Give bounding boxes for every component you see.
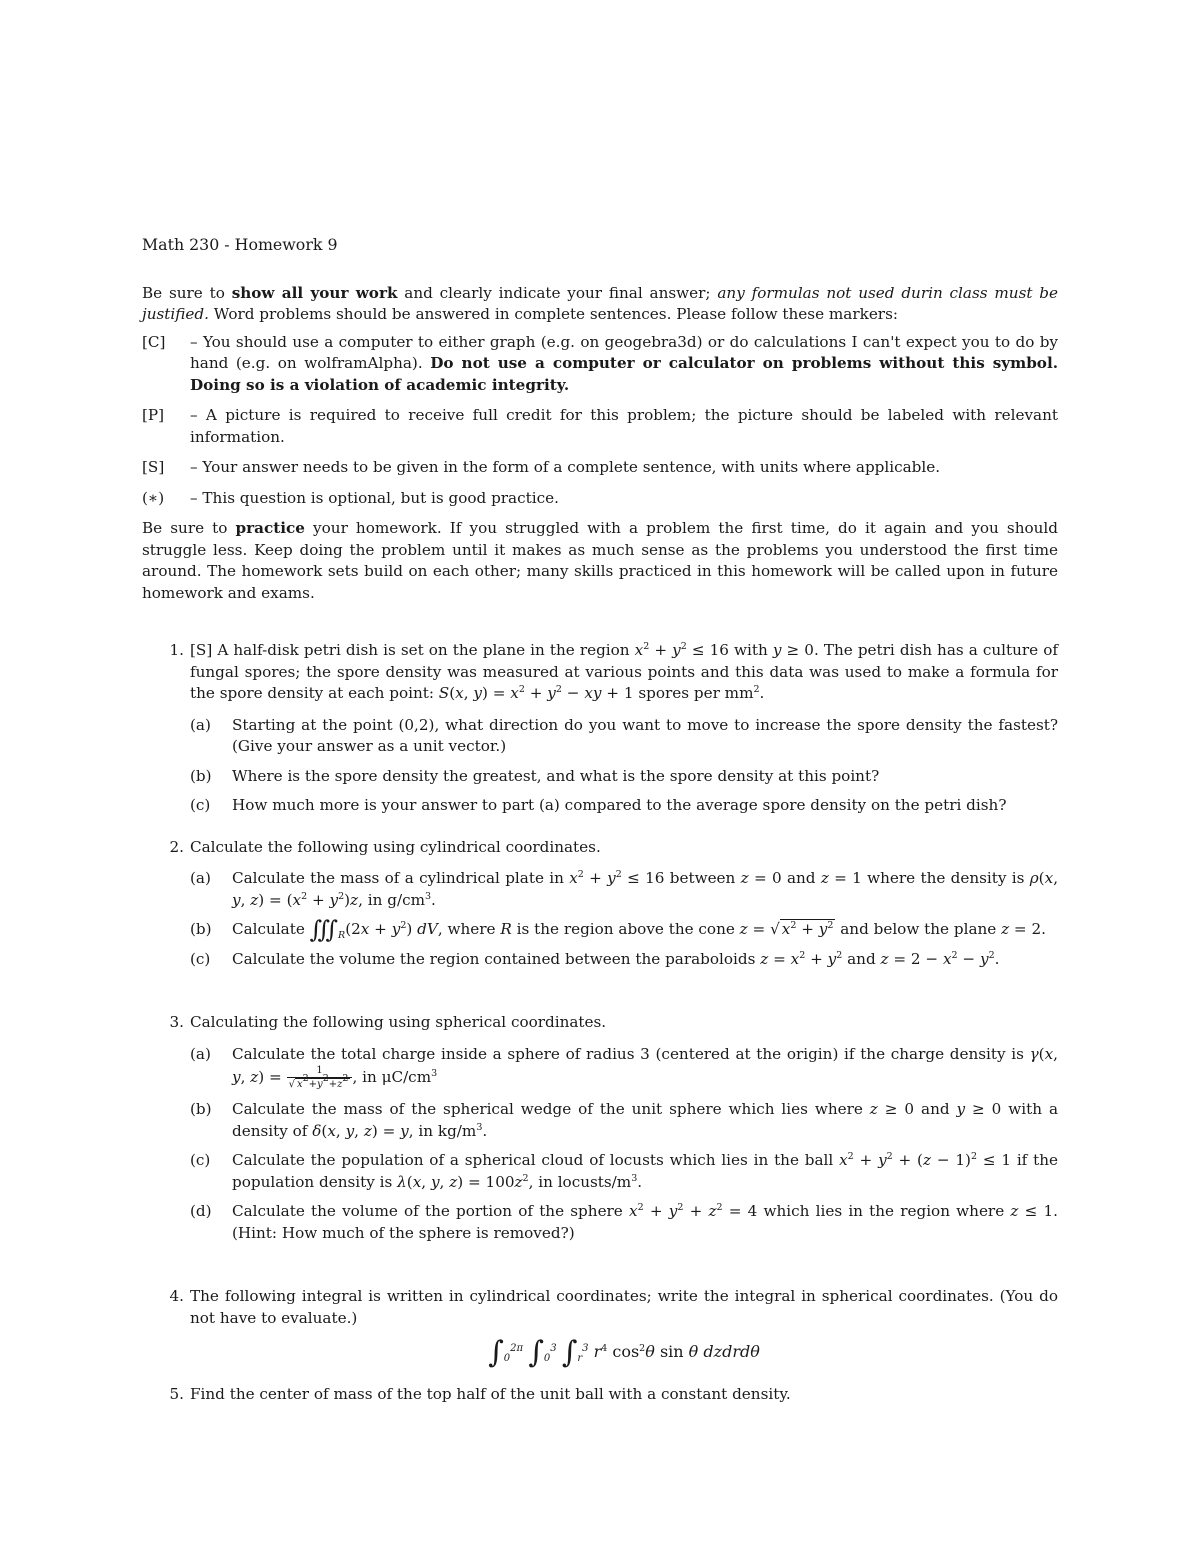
intro-text: Word problems should be answered in complete sentences. Please follow these markers:	[208, 305, 898, 323]
problem-part	[190, 715, 1058, 758]
problem-part	[190, 1150, 1058, 1193]
marker-optional	[142, 488, 1058, 510]
problem-part	[190, 1201, 1058, 1244]
triple-integral: $\int_0^{2\pi}$ $\int_0^3$ $\int_r^3$ $r^4$ $\cos^2\theta$ sin θ dzdrdθ	[488, 1335, 760, 1370]
part-text: Calculate the population of a spherical cloud of locusts which lies in the ball $x^2 + y^2 + (z - 1)^2 \le 1$ if the population density is λ(x, y, $z) = 100z^2$, in locusts/$m^3$.	[232, 1151, 1058, 1191]
problem-statement: Calculate the following using cylindrical coordinates.	[190, 837, 601, 856]
part-label: (b)	[190, 920, 212, 938]
intro-text: and clearly indicate your final answer;	[397, 283, 718, 302]
part-text: Starting at the point (0,2), what direction do you want to move to increase the spore density the fastest? (Give your answer as a unit vector.)	[232, 715, 1058, 755]
part-label: (a)	[190, 715, 211, 734]
problem-part	[190, 1099, 1058, 1142]
part-label: (b)	[190, 1100, 212, 1119]
problem-parts	[190, 715, 1058, 817]
problem-parts	[190, 1044, 1058, 1245]
problem-part	[190, 949, 1058, 971]
part-text: Calculate the volume of the portion of the sphere $x^2 + y^2 + z^2 = 4$ which lies in the region where z ≤ 1. (Hint: How much of the sphere is removed?)	[232, 1202, 1058, 1242]
problem-4	[142, 1286, 1058, 1371]
intro-paragraph	[142, 283, 1058, 326]
part-label: (c)	[190, 796, 211, 814]
part-label: (b)	[190, 766, 212, 785]
marker-description: – This question is optional, but is good practice.	[190, 488, 559, 507]
problem-number: 5.	[169, 1384, 184, 1403]
practice-text: Be sure to	[142, 519, 236, 537]
marker-text: – You should use a computer to either graph (e.g. on geogebra3d) or do calculations I can't expect you to do by hand (e.g. on wolframAlpha).	[190, 332, 1058, 372]
marker-c	[142, 332, 1058, 397]
part-label: (a)	[190, 1044, 211, 1063]
problem-part	[190, 795, 1058, 817]
marker-description	[190, 332, 1058, 397]
marker-warning: Do not use a computer or calculator on problems without this symbol. Doing so is a violation of academic integrity.	[190, 354, 1058, 394]
problem-statement: Find the center of mass of the top half of the unit ball with a constant density.	[190, 1384, 791, 1403]
problem-number: 1.	[169, 641, 184, 659]
problem-3	[142, 1012, 1058, 1252]
marker-key: [S]	[142, 458, 165, 476]
part-text: Calculate the mass of a cylindrical plate in $x^2 + y^2 \le 16$ between z = 0 and z = 1 where the density is ρ(x, y, $z) = (x^2 + y^2)z$, in $g/cm^3$.	[232, 869, 1059, 909]
practice-paragraph	[142, 518, 1058, 604]
document-body	[142, 234, 1058, 1417]
part-text: Calculate the total charge inside a sphere of radius 3 (centered at the origin) if the charge density is γ(x, y, z) = $\frac{1}{√ x^2+y^2+z^2}$ , in $\mu C/cm^3$	[232, 1044, 1058, 1091]
problem-5	[142, 1384, 1058, 1406]
practice-bold: practice	[235, 519, 305, 537]
marker-key: [P]	[142, 406, 165, 424]
part-text: Where is the spore density the greatest, and what is the spore density at this point?	[232, 766, 880, 785]
problem-part	[190, 868, 1058, 911]
marker-list	[142, 332, 1058, 510]
marker-key: [C]	[142, 332, 166, 351]
problem-parts	[190, 868, 1058, 970]
problem-1	[142, 640, 1058, 825]
marker-description: – A picture is required to receive full credit for this problem; the picture should be labeled with relevant information.	[190, 406, 1058, 446]
part-label: (c)	[190, 1151, 211, 1170]
problem-statement: Calculating the following using spherical coordinates.	[190, 1013, 607, 1032]
problem-statement: The following integral is written in cylindrical coordinates; write the integral in spherical coordinates. (You do not have to evaluate.)	[190, 1287, 1058, 1327]
part-text: Calculate $∭_R(2x + y^2)$ dV, where R is the region above the cone z = √ $x^2 + y^2$ and below the plane z = 2.	[232, 915, 1046, 944]
problem-number: 4.	[169, 1287, 184, 1306]
problem-number: 3.	[169, 1013, 184, 1032]
part-label: (a)	[190, 869, 211, 887]
marker-description: – Your answer needs to be given in the form of a complete sentence, with units where applicable.	[190, 458, 941, 476]
problem-part	[190, 1044, 1058, 1092]
part-text: How much more is your answer to part (a) compared to the average spore density on the petri dish?	[232, 796, 1007, 814]
intro-bold: show all your work	[231, 283, 398, 302]
marker-key: (∗)	[142, 488, 165, 507]
intro-italic: any formulas not used durin class must be justified.	[142, 283, 1058, 323]
marker-s	[142, 457, 1058, 479]
part-text: Calculate the mass of the spherical wedge of the unit sphere which lies where z ≥ 0 and y ≥ 0 with a density of δ(x, y, z) = y, in $kg/m^3$.	[232, 1100, 1059, 1140]
part-label: (c)	[190, 949, 211, 968]
page-title: Math 230 - Homework 9	[142, 235, 338, 254]
marker-p	[142, 405, 1058, 448]
problem-part	[190, 766, 1058, 788]
practice-text: your homework. If you struggled with a problem the first time, do it again and you should struggle less. Keep doing the problem until it makes as much sense as the problems you understood the first time around. The homework sets build on each other; many skills practiced in this homework will be called upon in future homework and exams.	[142, 519, 1059, 602]
part-text: Calculate the volume the region contained between the paraboloids $z = x^2 + y^2$ and $z = 2 - x^2 - y^2$.	[232, 949, 1000, 968]
problem-list	[142, 640, 1058, 1405]
intro-text: Be sure to	[142, 283, 232, 302]
problem-part	[190, 915, 1058, 944]
problem-number: 2.	[169, 837, 184, 856]
part-label: (d)	[190, 1202, 212, 1221]
problem-statement: [S] A half-disk petri dish is set on the plane in the region $x^2 + y^2 \le 16$ with y ≥ 0. The petri dish has a culture of fungal spores; the spore density was measured at various points and this data was used to make a formula for the spore density at each point: S(x, $y) = x^2 + y^2$ − xy + 1 spores per $mm^2$.	[190, 641, 1058, 702]
problem-2	[142, 837, 1058, 979]
